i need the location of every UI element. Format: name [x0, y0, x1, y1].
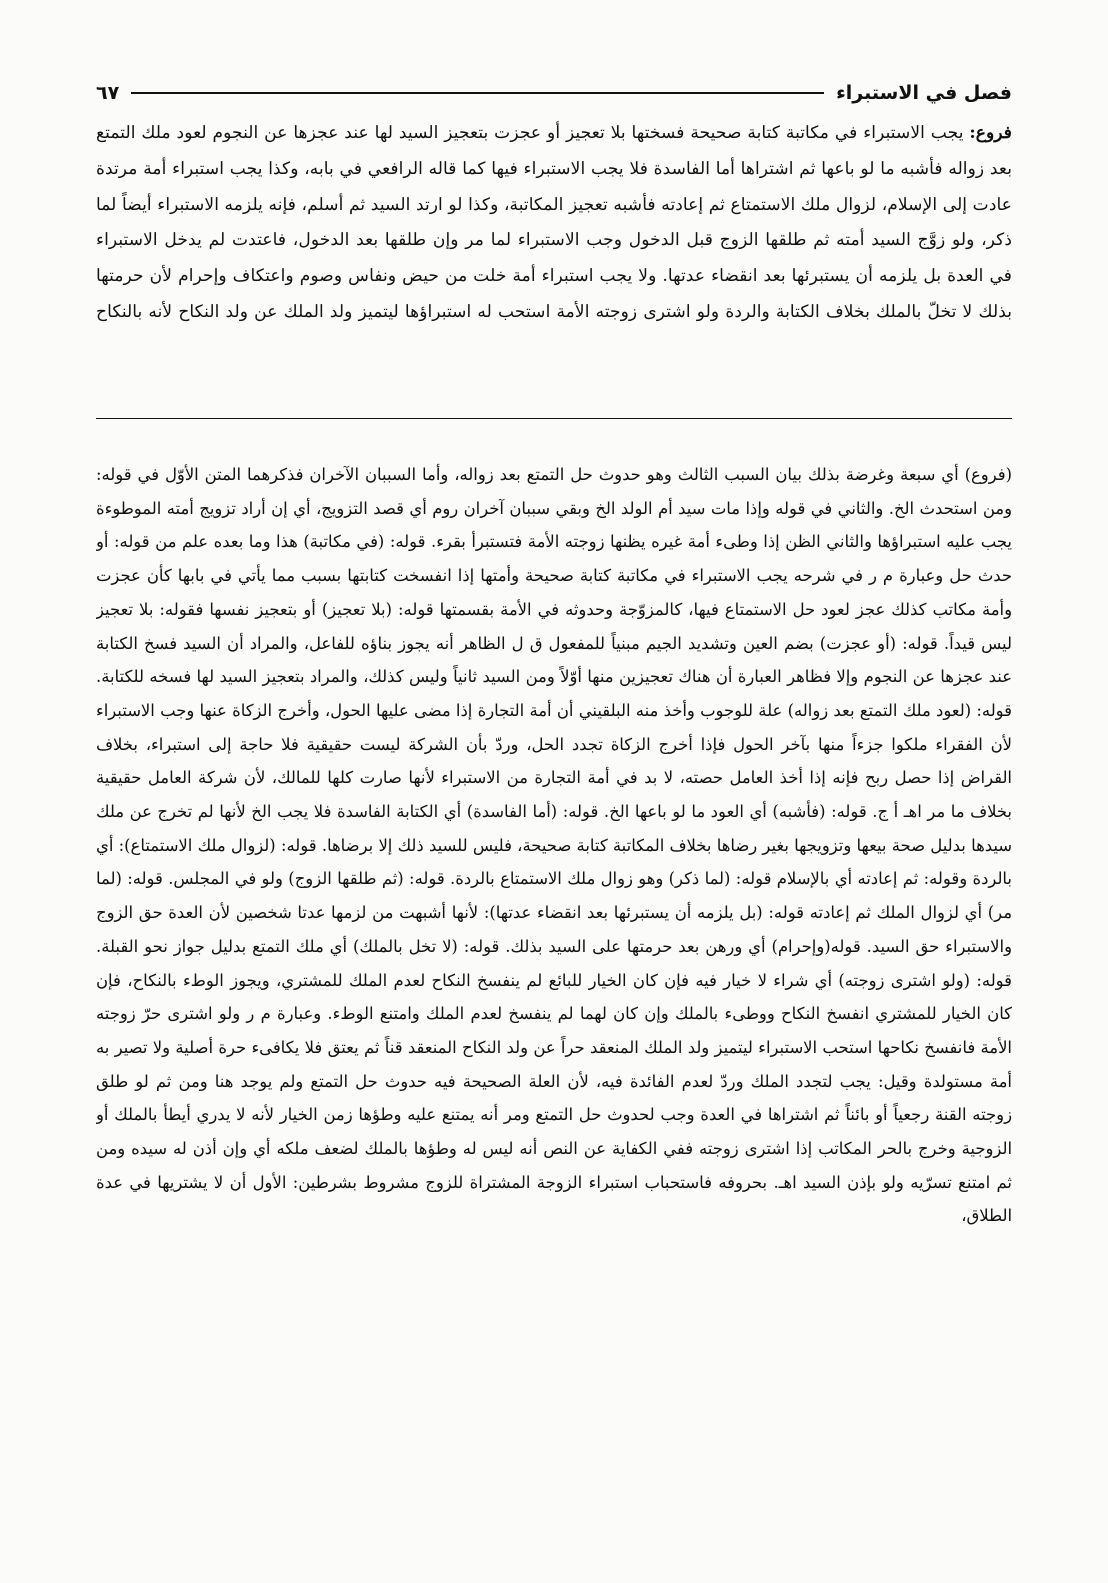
main-text-lead: فروع:	[969, 123, 1012, 143]
main-text-body: يجب الاستبراء في مكاتبة كتابة صحيحة فسختها بلا تعجيز أو عجزت بتعجيز السيد لها عند عجزها عن النجوم لعود ملك التمتع بعد زواله فأشبه ما لو باعها ثم اشتراها أما الفاسدة فلا يجب الاستبراء فيها كما قاله الرافعي في بابه، وكذا يجب استبراء أمة مرتدة عادت إلى الإسلام، لزوال ملك الاستمتاع ثم إعادته فأشبه تعجيز المكاتبة، وكذا لو ارتد السيد ثم أسلم، فإنه يلزمه الاستبراء أيضاً لما ذكر، ولو زوَّج السيد أمته ثم طلقها الزوج قبل الدخول وجب الاستبراء لما مر وإن طلقها بعد الدخول، فاعتدت لم يدخل الاستبراء في العدة بل يلزمه أن يستبرئها بعد انقضاء عدتها. ولا يجب استبراء أمة خلت من حيض ونفاس وصوم واعتكاف وإحرام لأن حرمتها بذلك لا تخلّ بالملك بخلاف الكتابة والردة ولو اشترى زوجته الأمة استحب له استبراؤها ليتميز ولد الملك عن ولد النكاح لأنه بالنكاح	[96, 123, 1012, 322]
section-separator	[96, 418, 1012, 419]
page-number: ٦٧	[96, 82, 120, 104]
header-rule	[131, 92, 824, 94]
running-title: فصل في الاستبراء	[836, 82, 1012, 104]
commentary-block: (فروع) أي سبعة وغرضة بذلك بيان السبب الثالث وهو حدوث حل التمتع بعد زواله، وأما السببان الآخران فذكرهما المتن الأوّل في قوله: ومن استحدث الخ. والثاني في قوله وإذا مات سيد أم الولد الخ وبقي سببان آخران روم أي قصد التزويج، أي إن أراد تزويج أمته الموطوءة يجب عليه استبراؤها والثاني الظن إذا وطىء أمة غيره يظنها زوجته الأمة فتستبرأ بقرء. قوله: (في مكاتبة) هذا وما بعده علم من قوله: أو حدث حل وعبارة م ر في شرحه يجب الاستبراء في مكاتبة كتابة صحيحة وأمتها إذا انفسخت كتابتها بسبب مما يأتي في بابها كأن عجزت وأمة مكاتب كذلك عجز لعود حل الاستمتاع فيها، كالمزوّجة وحدوثه في الأمة بقسمتها قوله: (بلا تعجيز) أو بتعجيز نفسها فقوله: بلا تعجيز ليس قيداً. قوله: (أو عجزت) بضم العين وتشديد الجيم مبنياً للمفعول ق ل الظاهر أنه يجوز بناؤه للفاعل، والمراد أن السيد فسخ الكتابة عند عجزها عن النجوم وإلا فظاهر العبارة أن هناك تعجيزين منها أوّلاً ومن السيد ثانياً وليس كذلك، والمراد بتعجيز السيد لها فسخه للكتابة. قوله: (لعود ملك التمتع بعد زواله) علة للوجوب وأخذ منه البلقيني أن أمة التجارة إذا مضى عليها الحول، وأخرج الزكاة عنها وجب الاستبراء لأن الفقراء ملكوا جزءاً منها بآخر الحول فإذا أخرج الزكاة تجدد الحل، وردّ بأن الشركة ليست حقيقية فلا حاجة إلى استبراء، بخلاف القراض إذا حصل ربح فإنه إذا أخذ العامل حصته، لا بد في أمة التجارة من الاستبراء لأنها صارت كلها للمالك، لأن شركة العامل حقيقية بخلاف ما مر اهـ أ ج. قوله: (فأشبه) أي العود ما لو باعها الخ. قوله: (أما الفاسدة) أي الكتابة الفاسدة فلا يجب الخ لأنها لم تخرج عن ملك سيدها بدليل صحة بيعها وتزويجها بغير رضاها بخلاف المكاتبة كتابة صحيحة، فليس للسيد ذلك إلا برضاها. قوله: (لزوال ملك الاستمتاع): أي بالردة وقوله: ثم إعادته أي بالإسلام قوله: (لما ذكر) وهو زوال ملك الاستمتاع بالردة. قوله: (ثم طلقها الزوج) ولو في المجلس. قوله: (لما مر) أي لزوال الملك ثم إعادته قوله: (بل يلزمه أن يستبرئها بعد انقضاء عدتها): لأنها أشبهت من لزمها عدتا شخصين لأن العدة حق الزوج والاستبراء حق السيد. قوله(وإحرام) أي ورهن بعد حرمتها على السيد بذلك. قوله: (لا تخل بالملك) أي ملك التمتع بدليل جواز نحو القبلة. قوله: (ولو اشترى زوجته) أي شراء لا خيار فيه فإن كان الخيار للبائع لم ينفسخ النكاح لعدم الملك للمشتري، ويجوز الوطء بالنكاح، فإن كان الخيار للمشتري انفسخ النكاح ووطىء بالملك وإن كان لهما لم ينفسخ لعدم الملك وامتنع الوطء. وعبارة م ر ولو اشترى حرّ زوجته الأمة فانفسخ نكاحها استحب الاستبراء ليتميز ولد الملك المنعقد حراً عن ولد النكاح المنعقد قناً ثم يعتق فلا يكافىء حرة أصلية ولا تصير به أمة مستولدة وقيل: يجب لتجدد الملك وردّ لعدم الفائدة فيه، لأن العلة الصحيحة فيه حدوث حل التمتع ولم يوجد هنا ومن ثم لو طلق زوجته القنة رجعياً أو بائناً ثم اشتراها في العدة وجب لحدوث حل التمتع ومر أنه يمتنع عليه وطؤها زمن الخيار لأنه لا يدري أيطأ بالملك أو الزوجية وخرج بالحر المكاتب إذا اشترى زوجته ففي الكفاية عن النص أنه ليس له وطؤها بالملك لضعف ملكه أي وإن أذن له سيده ومن ثم امتنع تسرّيه ولو بإذن السيد اهـ. بحروفه فاستحباب استبراء الزوجة المشتراة للزوج مشروط بشرطين: الأول أن لا يشتريها في عدة الطلاق،	[96, 465, 1012, 1226]
running-header	[96, 78, 1012, 108]
main-text-block	[96, 116, 1012, 401]
